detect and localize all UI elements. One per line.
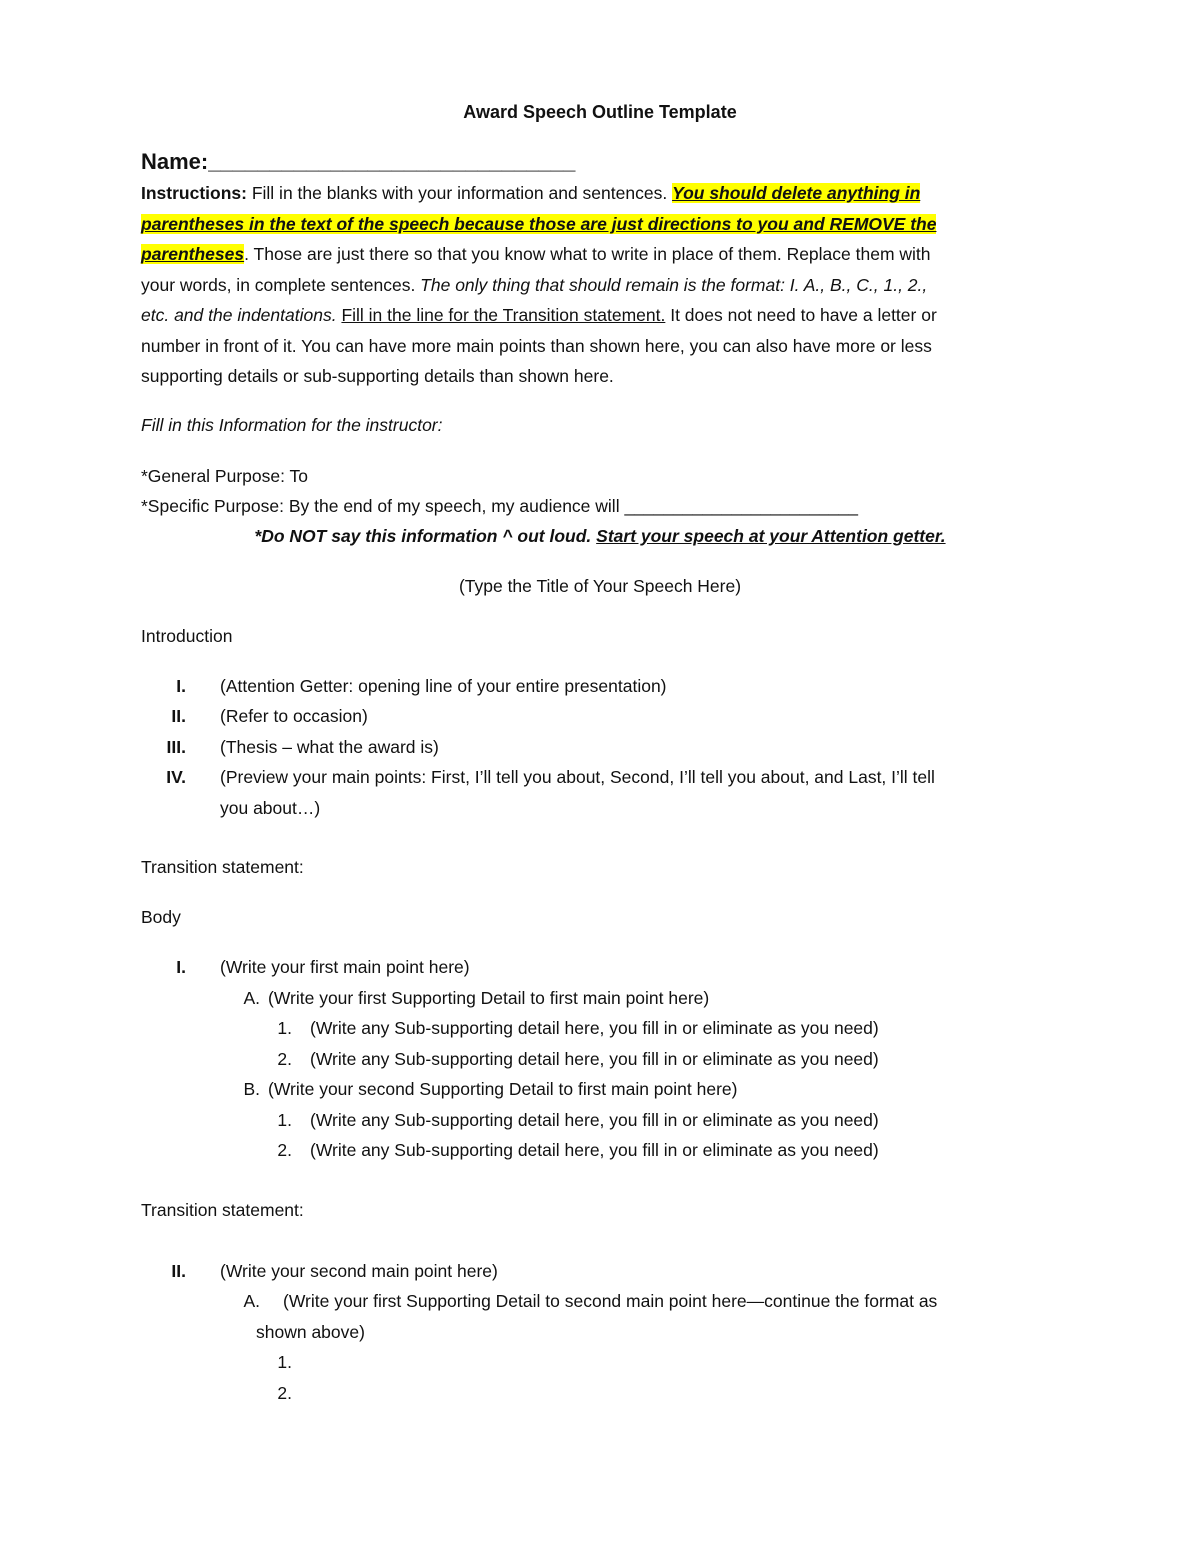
main-point-text: (Write your first main point here) xyxy=(220,957,470,977)
intro-item-text: (Attention Getter: opening line of your entire presentation) xyxy=(220,676,667,696)
intro-item-text: (Thesis – what the award is) xyxy=(220,737,439,757)
name-field: Name:______________________________ xyxy=(141,149,576,174)
instructions-transition-note: Fill in the line for the Transition statement. xyxy=(341,305,666,325)
intro-item-number: II. xyxy=(171,706,186,726)
instructions-line-5 xyxy=(141,303,937,327)
sub-detail-text: (Write any Sub-supporting detail here, you fill in or eliminate as you need) xyxy=(310,1140,879,1160)
sub-detail-text: (Write any Sub-supporting detail here, you fill in or eliminate as you need) xyxy=(310,1018,879,1038)
instructions-format-note: The only thing that should remain is the format: I. A., B., C., 1., 2., xyxy=(420,275,928,295)
main-point-number: I. xyxy=(176,957,186,977)
supporting-detail-letter: B. xyxy=(243,1079,260,1099)
instructions-line-4 xyxy=(141,273,927,297)
intro-item-number: III. xyxy=(166,737,186,757)
transition-statement: Transition statement: xyxy=(141,857,304,877)
sub-detail-number: 1. xyxy=(277,1352,292,1372)
transition-statement: Transition statement: xyxy=(141,1200,304,1220)
main-point-text: (Write your second main point here) xyxy=(220,1261,498,1281)
supporting-detail-text: (Write your first Supporting Detail to second main point here—continue the format as xyxy=(283,1291,938,1311)
speech-title-placeholder: (Type the Title of Your Speech Here) xyxy=(458,576,742,596)
specific-purpose: *Specific Purpose: By the end of my speech, my audience will ________________________ xyxy=(141,496,859,516)
warning-text: *Do NOT say this information ^ out loud. xyxy=(254,526,597,546)
instructions-line-6: number in front of it. You can have more main points than shown here, you can also have more or less xyxy=(141,336,932,356)
instructions-line-2 xyxy=(141,212,936,236)
supporting-detail-letter: A. xyxy=(243,1291,260,1311)
intro-item-continuation: you about…) xyxy=(220,798,321,818)
sub-detail-number: 2. xyxy=(277,1140,292,1160)
sub-detail-text: (Write any Sub-supporting detail here, you fill in or eliminate as you need) xyxy=(310,1110,879,1130)
document-title: Award Speech Outline Template xyxy=(463,102,737,122)
instructions-label: Instructions: xyxy=(141,183,247,203)
instructions-text-4: your words, in complete sentences. xyxy=(141,275,421,295)
sub-detail-number: 1. xyxy=(277,1110,292,1130)
sub-detail-number: 1. xyxy=(277,1018,292,1038)
supporting-detail-text: (Write your first Supporting Detail to first main point here) xyxy=(268,988,710,1008)
sub-detail-number: 2. xyxy=(277,1383,292,1403)
instructions-line-3 xyxy=(141,242,931,266)
introduction-heading: Introduction xyxy=(141,626,233,646)
instructions-line-7: supporting details or sub-supporting details than shown here. xyxy=(141,366,614,386)
instructions-highlight-1: You should delete anything in xyxy=(672,183,921,203)
supporting-detail-text: (Write your second Supporting Detail to first main point here) xyxy=(268,1079,738,1099)
instructions-highlight-3: parentheses xyxy=(141,244,245,264)
intro-item-number: I. xyxy=(176,676,186,696)
intro-item-text: (Refer to occasion) xyxy=(220,706,368,726)
instructions-indentation-note: etc. and the indentations. xyxy=(141,305,337,325)
sub-detail-text: (Write any Sub-supporting detail here, you fill in or eliminate as you need) xyxy=(310,1049,879,1069)
main-point-number: II. xyxy=(171,1261,186,1281)
intro-item-text: (Preview your main points: First, I’ll tell you about, Second, I’ll tell you about, and Last, I’ll tell xyxy=(220,767,935,787)
instructions-line-1 xyxy=(141,181,920,205)
supporting-detail-continuation: shown above) xyxy=(256,1322,365,1342)
supporting-detail-letter: A. xyxy=(243,988,260,1008)
instructor-heading: Fill in this Information for the instructor: xyxy=(141,415,443,435)
instructions-text-1: Fill in the blanks with your information and sentences. xyxy=(246,183,673,203)
general-purpose: *General Purpose: To xyxy=(141,466,309,486)
instructions-highlight-2: parentheses in the text of the speech because those are just directions to you and REMOVE the xyxy=(141,214,937,234)
intro-item-number: IV. xyxy=(166,767,186,787)
instructions-text-3: . Those are just there so that you know what to write in place of them. Replace them with xyxy=(244,244,931,264)
sub-detail-number: 2. xyxy=(277,1049,292,1069)
warning-start-note: Start your speech at your Attention getter. xyxy=(596,526,946,546)
warning-note xyxy=(0,524,1200,548)
body-heading: Body xyxy=(141,907,181,927)
instructions-text-5: It does not need to have a letter or xyxy=(665,305,937,325)
